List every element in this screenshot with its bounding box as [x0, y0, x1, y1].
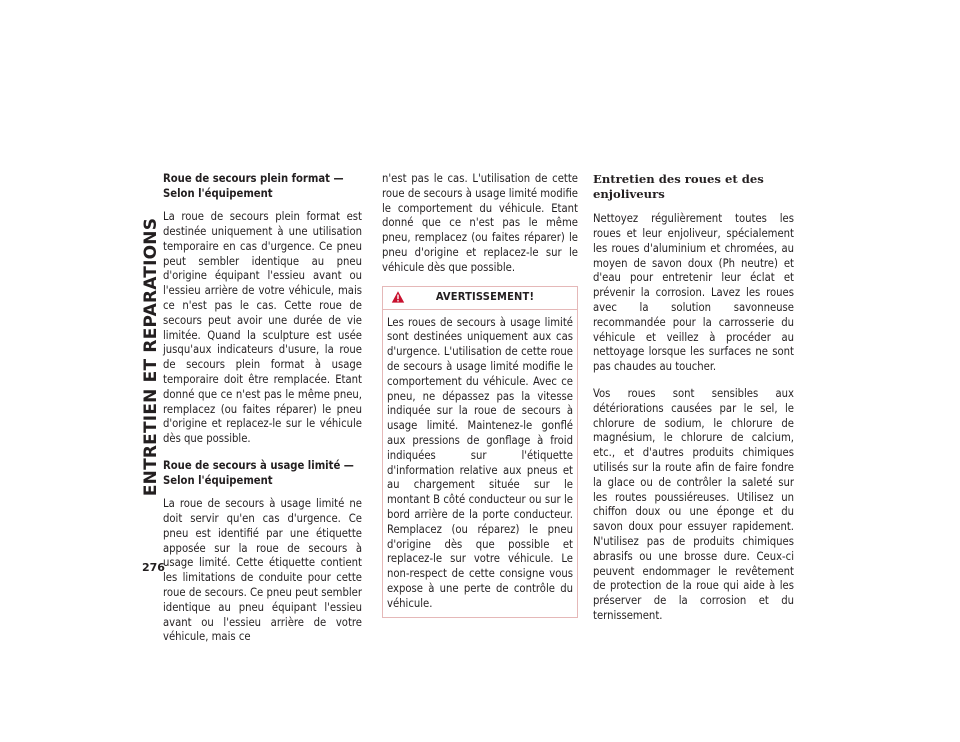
warning-triangle-icon — [391, 290, 405, 304]
paragraph-full-size-spare: La roue de secours plein format est destinée uniquement à une utilisation temporaire en cas d'urgence. Ce pneu peut sembler identique au pneu d'origine équipant l'essieu avant ou l'essieu arrière de votre véhicule, mais ce n'est pas le cas. Cette roue de secours peut avoir une durée de vie limitée. Quand la sculpture est usée jusqu'aux indicateurs d'usure, la roue de secours plein format à usage temporaire doit être remplacée. Etant donné que ce n'est pas le même pneu, remplacez (ou faites réparer) le pneu d'origine et replacez-le sur le véhicule dès que possible. — [163, 210, 362, 446]
warning-header — [383, 287, 577, 310]
section-heading-limited-use-spare: Roue de secours à usage limité — Selon l'équipement — [163, 458, 354, 487]
section-heading-full-size-spare: Roue de secours plein format — Selon l'équipement — [163, 172, 344, 200]
text-column-1 — [163, 172, 362, 657]
paragraph-limited-use-continued: n'est pas le cas. L'utilisation de cette roue de secours à usage limité modifie le comportement du véhicule. Etant donné que ce n'est pas le même pneu, remplacez (ou faites réparer) le pneu d'origine et replacez-le sur le véhicule dès que possible. — [382, 172, 578, 274]
paragraph-wheel-damage: Vos roues sont sensibles aux détériorations causées par le sel, le chlorure de sodium, le chlorure de magnésium, le chlorure de calcium, etc., et d'autres produits chimiques utilisés sur la route afin de faire fondre la glace ou de contrôler la saleté sur les routes poussiéreuses. Utilisez un chiffon doux ou une éponge et du savon doux pour essuyer rapidement. N'utilisez pas de produits chimiques abrasifs ou une brosse dure. Ceux-ci peuvent endommager le revêtement de protection de la roue qui aide à les préserver de la corrosion et du ternissement. — [593, 386, 794, 622]
text-column-3 — [593, 172, 794, 636]
warning-text: Les roues de secours à usage limité sont destinées uniquement aux cas d'urgence. L'utilisation de cette roue de secours à usage limité modifie le comportement du véhicule. Avec ce pneu, ne dépassez pas la vitesse indiquée sur la roue de secours à usage limité. Maintenez-le gonflé aux pressions de gonflage à froid indiquées sur l'étiquette d'information relative aux pneus et au chargement située sur le montant B côté conducteur ou sur le bord arrière de la porte conducteur. Remplacez (ou réparez) le pneu d'origine dès que possible et replacez-le sur votre véhicule. Le non-respect de cette consigne vous expose à une perte de contrôle du véhicule. — [387, 315, 573, 610]
warning-box — [382, 286, 578, 618]
text-column-2 — [382, 172, 578, 618]
section-heading-wheel-care: Entretien des roues et des enjoliveurs — [593, 172, 764, 201]
page-number: 276 — [142, 561, 165, 574]
paragraph-wheel-cleaning: Nettoyez régulièrement toutes les roues et leur enjoliveur, spécialement les roues d'aluminium et chromées, au moyen de savon doux (Ph neutre) et d'eau pour entretenir leur éclat et prévenir la corrosion. Lavez les roues avec la solution savonneuse recommandée pour la carrosserie du véhicule et veillez à procéder au nettoyage lorsque les surfaces ne sont pas chaudes au toucher. — [593, 212, 794, 374]
chapter-title: ENTRETIEN ET REPARATIONS — [141, 217, 161, 497]
chapter-side-tab — [140, 168, 162, 546]
warning-title: AVERTISSEMENT! — [435, 290, 535, 304]
paragraph-limited-use-spare: La roue de secours à usage limité ne doit servir qu'en cas d'urgence. Ce pneu est identifié par une étiquette apposée sur la roue de secours à usage limité. Cette étiquette contient les limitations de conduite pour cette roue de secours. Ce pneu peut sembler identique au pneu équipant l'essieu avant ou l'essieu arrière de votre véhicule, mais ce — [163, 497, 362, 644]
